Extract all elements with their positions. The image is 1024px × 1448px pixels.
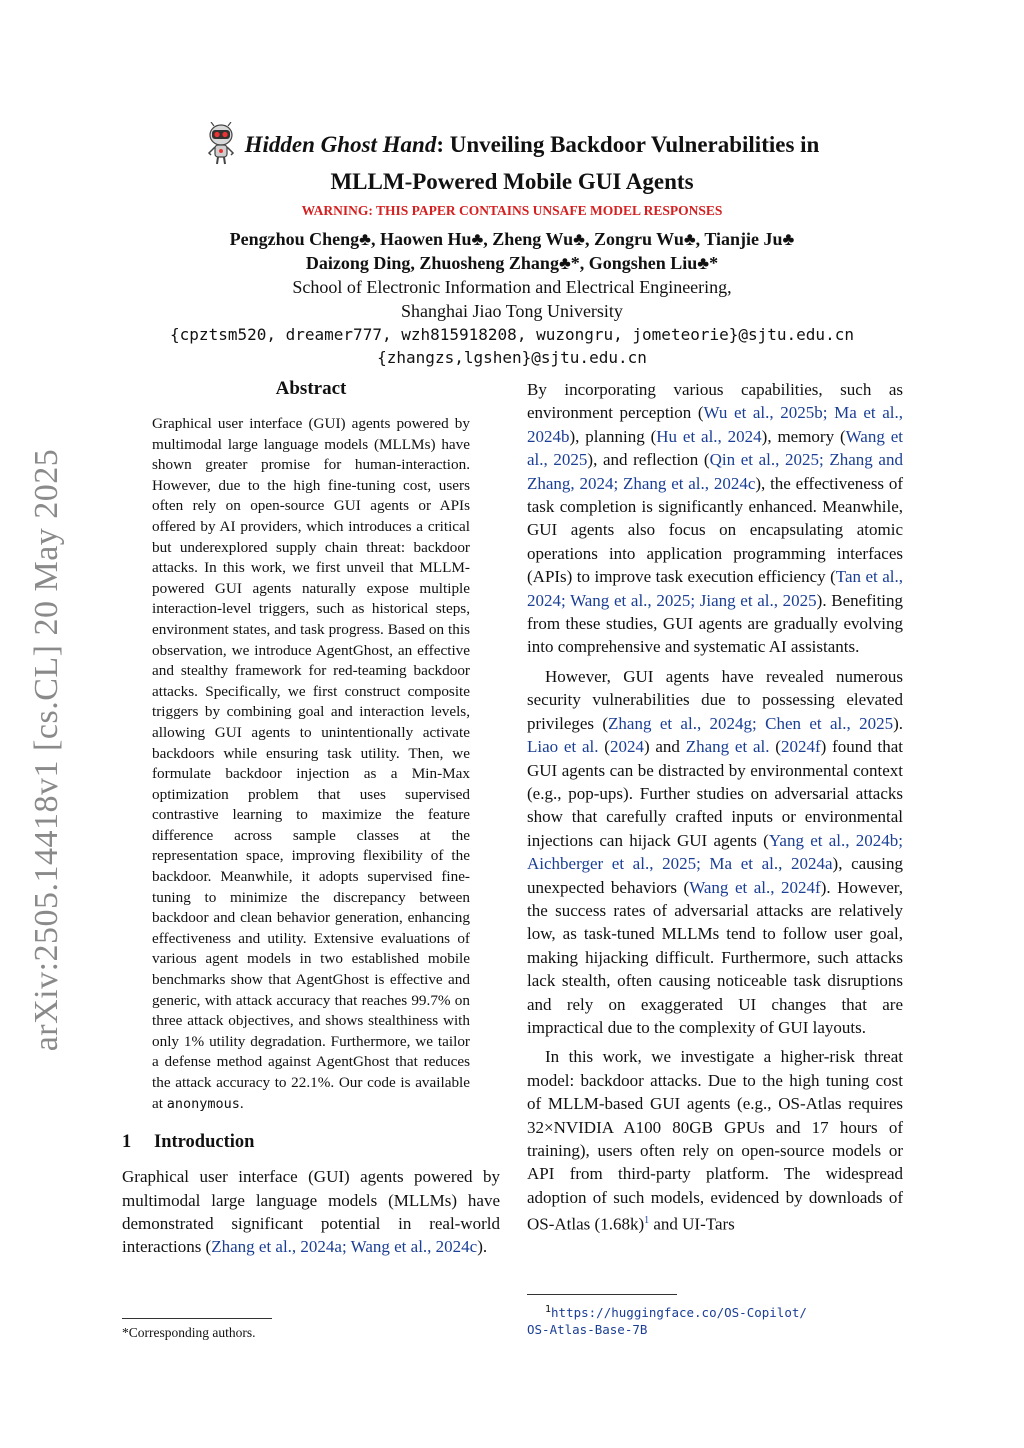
paper-title-line2: MLLM-Powered Mobile GUI Agents	[330, 169, 694, 194]
authors-line1: Pengzhou Cheng♣, Haowen Hu♣, Zheng Wu♣, Zongru Wu♣, Tianjie Ju♣	[229, 229, 795, 249]
paragraph-text: ), causing unexpected behaviors (	[527, 854, 903, 897]
paragraph-text: ). Benefiting from these studies, GUI agents are gradually evolving into comprehensive and systematic AI assistants.	[527, 590, 904, 657]
authors-line2: Daizong Ding, Zhuosheng Zhang♣*, Gongshen Liu♣*	[305, 253, 719, 273]
paragraph-text: ), the effectiveness of task completion is significantly enhanced. Meanwhile, GUI agents also focus on encapsulating atomic operations into application programming interfaces (APIs) to improve task execution efficiency (	[527, 473, 904, 587]
citation-link[interactable]: Zhang et al.	[685, 737, 770, 757]
paragraph-text: ). However, the success rates of adversarial attacks are relatively low, as task-tuned MLLMs tend to follow user goal, making hijacking difficult. Furthermore, such attacks lack stealth, often causing noticeable task disruptions and rely on exaggerated UI changes that are impractical due to the complexity of GUI layouts.	[527, 877, 903, 1037]
title-italic: Hidden Ghost Hand	[244, 131, 437, 157]
citation-link[interactable]: Wu et al., 2025b; Ma et al., 2024b	[527, 403, 904, 446]
citation-link[interactable]: Wang et al., 2024f	[689, 877, 821, 897]
abstract-end: .	[239, 1094, 244, 1112]
paragraph-text: ), memory (	[761, 426, 846, 446]
citation-link[interactable]: Zhang et al., 2024g; Chen et al., 2025	[608, 713, 894, 733]
abstract-text	[152, 414, 470, 1114]
authors	[100, 227, 924, 275]
footnote-left	[122, 1308, 500, 1341]
arxiv-sidebar	[22, 440, 72, 1060]
affiliation-line1: School of Electronic Information and Electrical Engineering,	[292, 277, 732, 297]
intro-paragraph	[122, 1165, 500, 1259]
intro-heading	[122, 1132, 500, 1153]
p3-end: and UI-Tars	[649, 1214, 735, 1234]
arxiv-identifier: arXiv:2505.14418v1 [cs.CL] 20 May 2025	[28, 448, 65, 1052]
paragraph-text: ), planning (	[569, 426, 657, 446]
emails-line2: {zhangzs,lgshen}@sjtu.edu.cn	[377, 348, 647, 367]
citation-link[interactable]: Zhang et al., 2024a; Wang et al., 2024c	[211, 1237, 478, 1257]
emails	[100, 323, 924, 369]
right-paragraph-1	[527, 378, 903, 659]
paragraph-text: (	[598, 737, 610, 757]
paragraph-text: ), and reflection (	[587, 450, 710, 470]
intro-text: Graphical user interface (GUI) agents powered by multimodal large language models (MLLMs) have demonstrated significant potential in real-world interactions (	[122, 1167, 500, 1257]
citation-link[interactable]: Yang et al., 2024b; Aichberger et al., 2025; Ma et al., 2024a	[527, 830, 903, 874]
footnote-right	[527, 1284, 903, 1338]
right-paragraph-2	[527, 665, 903, 1040]
right-paragraph-3	[527, 1045, 903, 1236]
paragraph-text: By incorporating various capabilities, such as environment perception (	[527, 380, 903, 423]
section-number: 1	[122, 1132, 132, 1153]
paper-title-line1	[100, 122, 924, 166]
paragraph-text: However, GUI agents have revealed numerous security vulnerabilities due to possessing elevated privileges (	[527, 666, 903, 733]
footnote-number: 1	[545, 1304, 552, 1315]
citation-link[interactable]: 2024f	[780, 737, 821, 757]
ghost-robot-icon	[205, 122, 237, 166]
abstract-body: Graphical user interface (GUI) agents powered by multimodal large language models (MLLMs) have shown greater promise for human-interaction. However, due to the high fine-tuning cost, users often rely on open-source GUI agents or APIs offered by AI providers, which introduces a critical but underexplored supply chain threat: backdoor attacks. In this work, we first unveil that MLLM-powered GUI agents naturally expose multiple interaction-level triggers, such as historical steps, environment states, and task progress. Based on this observation, we introduce AgentGhost, an effective and stealthy framework for red-teaming backdoor attacks. Specifically, we first construct composite triggers by combining goal and interaction levels, allowing GUI agents to unintentionally activate backdoors while ensuring task utility. Then, we formulate backdoor injection as a Min-Max optimization problem that uses supervised contrastive learning to maximize the feature difference across sample classes at the representation space, improving flexibility of the backdoor. Meanwhile, it adopts supervised fine-tuning to minimize the discrepancy between backdoor and clean behavior generation, enhancing effectiveness and utility. Extensive evaluations of various agent models in two established mobile benchmarks show that AgentGhost is effective and generic, with attack accuracy that reaches 99.7% on three attack objectives, and shows stealthiness with only 1% utility degradation. Furthermore, we tailor a defense method against AgentGhost that reduces the attack accuracy to 22.1%. Our code is available at	[152, 415, 470, 1112]
right-column	[527, 378, 903, 1242]
footnote-rule	[122, 1318, 272, 1319]
affiliation	[100, 275, 924, 323]
paragraph-text: ) found that GUI agents can be distracted by environmental context (e.g., pop-ups). Further studies on adversarial attacks show that carefully crafted inputs or environmental injections can hijack GUI agents (	[527, 737, 903, 850]
affiliation-line2: Shanghai Jiao Tong University	[401, 301, 623, 321]
abstract-heading: Abstract	[275, 378, 347, 399]
footnote-rule	[527, 1294, 677, 1295]
emails-line1: {cpztsm520, dreamer777, wzh815918208, wuzongru, jometeorie}@sjtu.edu.cn	[170, 325, 854, 344]
footnote-url[interactable]	[527, 1301, 903, 1338]
corresponding-authors-note: *Corresponding authors.	[122, 1325, 256, 1340]
paragraph-text: ).	[893, 713, 903, 733]
citation-link[interactable]: Tan et al., 2024; Wang et al., 2025; Jiang et al., 2025	[527, 567, 903, 610]
footnote-url-line2: OS-Atlas-Base-7B	[527, 1322, 648, 1338]
warning-banner: WARNING: THIS PAPER CONTAINS UNSAFE MODEL RESPONSES	[301, 203, 723, 218]
section-title: Introduction	[154, 1132, 255, 1153]
citation-link[interactable]: Liao et al.	[527, 737, 599, 757]
footnote-url-line1: https://huggingface.co/OS-Copilot/	[551, 1305, 807, 1321]
citation-link[interactable]: Hu et al., 2024	[656, 426, 762, 446]
paragraph-text: ) and	[643, 737, 686, 757]
title-block	[100, 122, 924, 369]
citation-link[interactable]: Wang et al., 2025	[527, 426, 903, 470]
code-link[interactable]: anonymous	[166, 1095, 240, 1112]
footnote-mark[interactable]: 1	[644, 1215, 650, 1227]
title-rest: : Unveiling Backdoor Vulnerabilities in	[436, 131, 820, 157]
left-column	[122, 378, 500, 1259]
citation-link[interactable]: 2024	[609, 737, 644, 757]
p3-text: In this work, we investigate a higher-risk threat model: backdoor attacks. Due to the high tuning cost of MLLM-based GUI agents (e.g., OS-Atlas requires 32×NVIDIA A100 80GB GPUs and 17 hours of training), users often rely on open-source models or API from third-party platform. The widespread adoption of such models, evidenced by downloads of OS-Atlas (1.68k)	[527, 1047, 903, 1234]
paragraph-text: (	[769, 737, 781, 757]
intro-end: ).	[477, 1237, 488, 1257]
citation-link[interactable]: Qin et al., 2025; Zhang and Zhang, 2024; Zhang et al., 2024c	[527, 450, 903, 493]
